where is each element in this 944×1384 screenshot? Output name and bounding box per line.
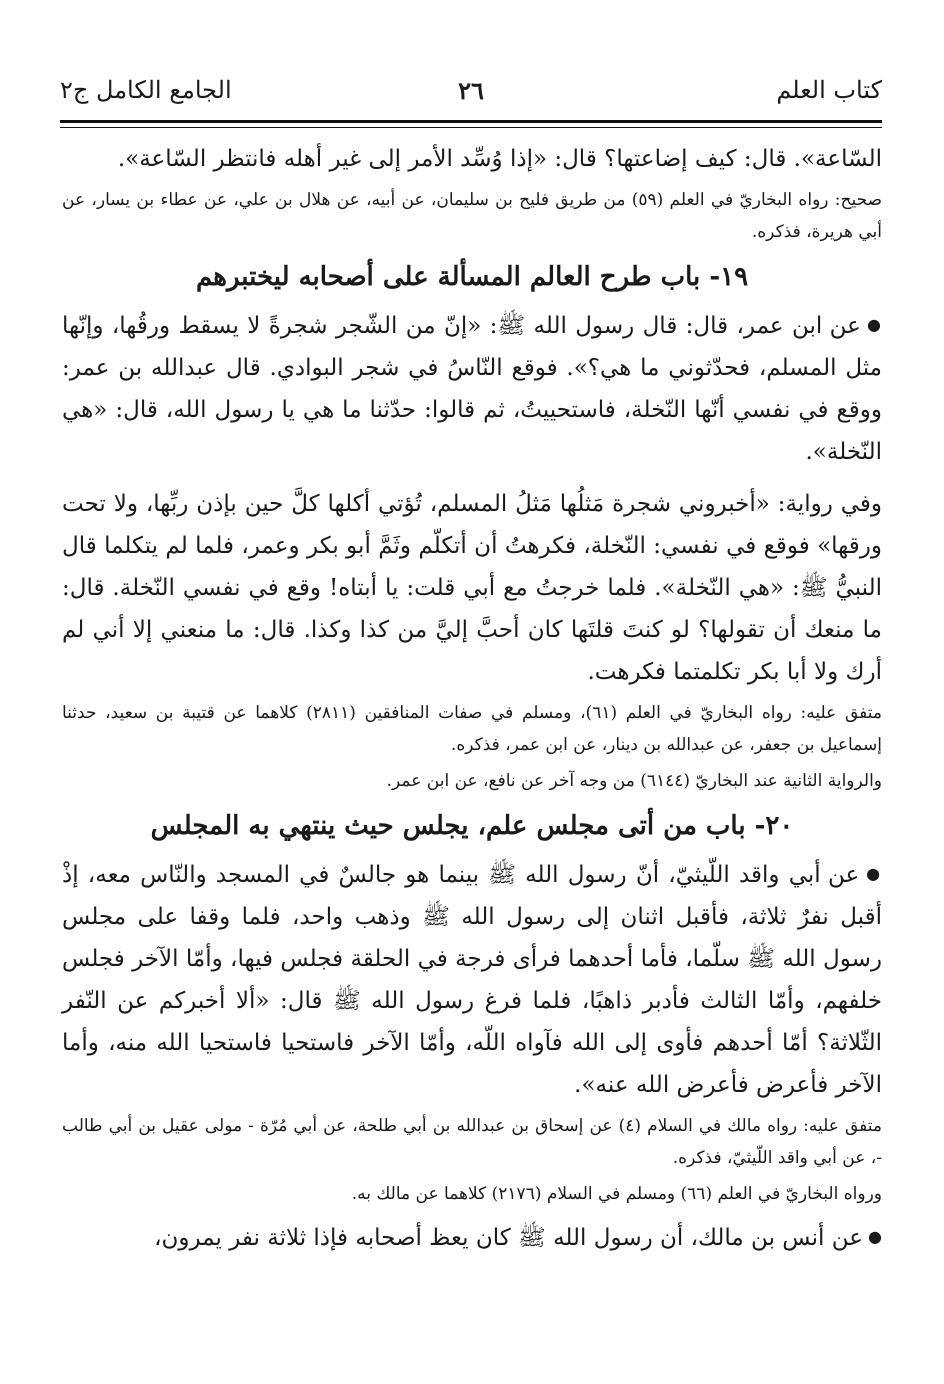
takhrij-note: ورواه البخاريّ في العلم (٦٦) ومسلم في السلام (٢١٧٦) كلاهما عن مالك به. [351,1184,882,1204]
takhrij-note: صحيح: رواه البخاريّ في العلم (٥٩) من طريق فليح بن سليمان، عن أبيه، عن هلال بن علي، عن عطاء بن يسار، عن أبي هريرة، فذكره. [62,190,883,242]
hadith-paragraph: ● عن أنس بن مالك، أن رسول الله ﷺ كان يعظ أصحابه فإذا ثلاثة نفر يمرون، [62,1216,882,1259]
running-header [60,70,882,110]
volume-title: الجامع الكامل ج٢ [60,76,232,104]
header-rule-thick [60,120,882,123]
book-title: كتاب العلم [776,76,882,104]
chapter-heading-20: ٢٠- باب من أتى مجلس علم، يجلس حيث ينتهي به المجلس [150,811,794,841]
takhrij-note: والرواية الثانية عند البخاريّ (٦١٤٤) من وجه آخر عن نافع، عن ابن عمر. [386,771,882,791]
hadith-paragraph: ● عن أبي واقد اللّيثيّ، أنّ رسول الله ﷺ بينما هو جالسٌ في المسجد والنّاس معه، إذْ أقبل نفرٌ ثلاثة، فأقبل اثنان إلى رسول الله ﷺ وذهب واحد، فلما وقفا على مجلس رسول الله ﷺ سلّما، فأما أحدهما فرأى فرجة في الحلقة فجلس فيها، وأمّا الآخر فجلس خلفهم، وأمّا الثالث فأدبر ذاهبًا، فلما فرغ رسول الله ﷺ قال: «ألا أخبركم عن النّفر الثّلاثة؟ أمّا أحدهم فأوى إلى الله فآواه اللّه، وأمّا الآخر فاستحيا فاستحيا الله منه، وأما الآخر فأعرض فأعرض الله عنه». [62,853,882,1106]
header-rule-thin [60,127,882,128]
hadith-continuation: السّاعة». قال: كيف إضاعتها؟ قال: «إذا وُسِّد الأمر إلى غير أهله فانتظر السّاعة». [117,146,882,172]
chapter-heading-19: ١٩- باب طرح العالم المسألة على أصحابه ليختبرهم [195,262,749,292]
page-number: ٢٦ [458,76,484,105]
page-body [62,138,882,1259]
hadith-variant-paragraph: وفي رواية: «أخبروني شجرة مَثلُها مَثلُ المسلم، تُؤتي أكلها كلَّ حين بإذن ربِّها، ولا تحت ورقها» فوقع في نفسي: النّخلة، فكرهتُ أن أتكلّم وثَمَّ أبو بكر وعمر، فلما لم يتكلما قال النبيُّ ﷺ: «هي النّخلة». فلما خرجتُ مع أبي قلت: يا أبتاه! وقع في نفسي النّخلة. قال: ما منعك أن تقولها؟ لو كنتَ قلتَها كان أحبَّ إليَّ من كذا وكذا. قال: ما منعني إلا أني لم أرك ولا أبا بكر تكلمتما فكرهت. [62,491,882,685]
takhrij-note: متفق عليه: رواه مالك في السلام (٤) عن إسحاق بن عبدالله بن أبي طلحة، عن أبي مُرّة - مولى عقيل بن أبي طالب -، عن أبي واقد اللّيثيّ، فذكره. [62,1116,882,1168]
takhrij-note: متفق عليه: رواه البخاريّ في العلم (٦١)، ومسلم في صفات المنافقين (٢٨١١) كلاهما عن قتيبة بن سعيد، حدثنا إسماعيل بن جعفر، عن عبدالله بن دينار، عن ابن عمر، فذكره. [62,703,882,755]
hadith-paragraph: ● عن ابن عمر، قال: قال رسول الله ﷺ: «إنّ من الشّجر شجرةً لا يسقط ورقُها، وإنّها مثل المسلم، فحدّثوني ما هي؟». فوقع النّاسُ في شجر البوادي. قال عبدالله بن عمر: ووقع في نفسي أنّها النّخلة، فاستحييتُ، ثم قالوا: حدّثنا ما هي يا رسول الله، قال: «هي النّخلة». [62,304,882,473]
